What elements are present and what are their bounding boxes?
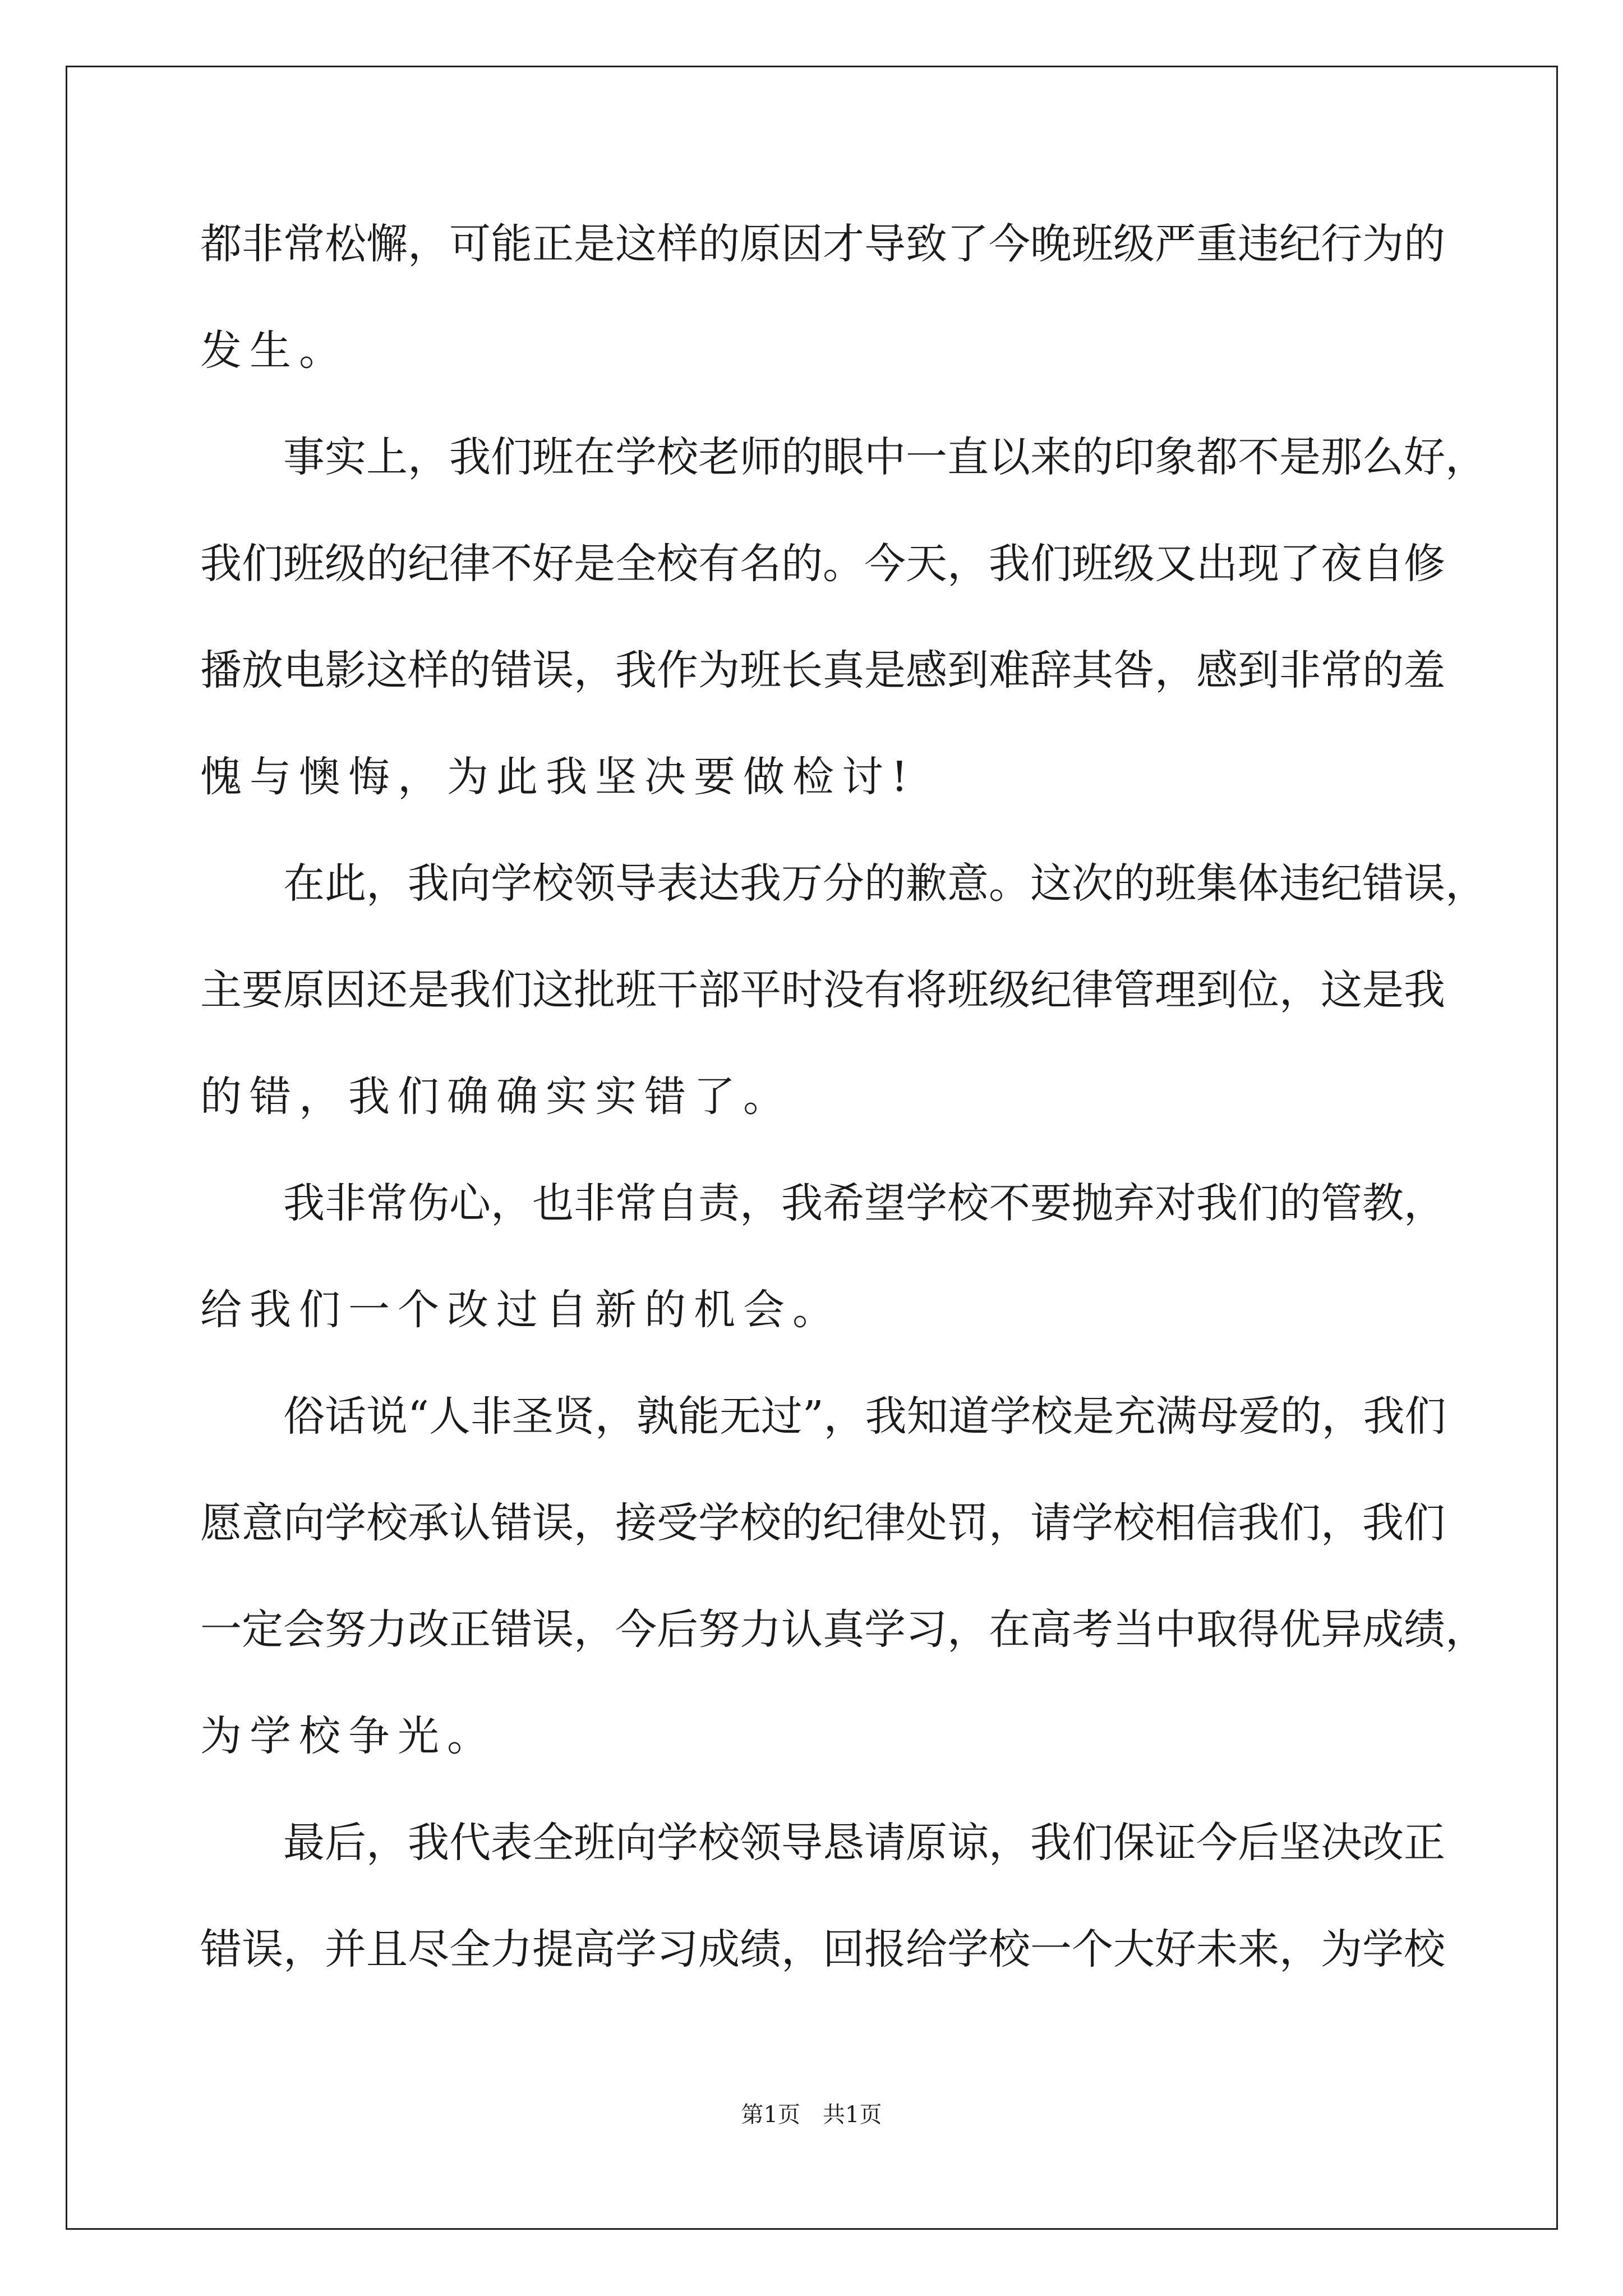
text-line: 一定会努力改正错误，今后努力认真学习，在高考当中取得优异成绩， [200, 1605, 1487, 1654]
text-line: 愿意向学校承认错误，接受学校的纪律处罚，请学校相信我们，我们 [200, 1499, 1445, 1547]
text-line: 给我们一个改过自新的机会。 [200, 1286, 842, 1334]
text-line: 的错，我们确确实实错了。 [200, 1073, 792, 1121]
paragraph-first-line: 我非常伤心，也非常自责，我希望学校不要抛弃对我们的管教， [283, 1179, 1445, 1227]
text-line: 我们班级的纪律不好是全校有名的。今天，我们班级又出现了夜自修 [200, 540, 1445, 588]
page-number-footer: 第1页 共1页 [741, 2102, 882, 2128]
paragraph-first-line: 事实上，我们班在学校老师的眼中一直以来的印象都不是那么好， [283, 433, 1487, 481]
text-line: 错误，并且尽全力提高学习成绩，回报给学校一个大好未来，为学校 [200, 1925, 1445, 1973]
text-line: 播放电影这样的错误，我作为班长真是感到难辞其咎，感到非常的羞 [200, 646, 1445, 694]
text-line: 都非常松懈，可能正是这样的原因才导致了今晚班级严重违纪行为的 [200, 220, 1445, 268]
page-border [66, 66, 1558, 2230]
paragraph-first-line: 在此，我向学校领导表达我万分的歉意。这次的班集体违纪错误， [283, 859, 1487, 908]
paragraph-first-line: 俗话说“人非圣贤，孰能无过”，我知道学校是充满母爱的，我们 [283, 1392, 1446, 1441]
text-line: 主要原因还是我们这批班干部平时没有将班级纪律管理到位，这是我 [200, 966, 1445, 1014]
text-line: 发生。 [200, 326, 348, 375]
paragraph-first-line: 最后，我代表全班向学校领导恳请原谅，我们保证今后坚决改正 [283, 1819, 1445, 1867]
text-line: 愧与懊悔，为此我坚决要做检讨! [200, 753, 916, 801]
text-line: 为学校争光。 [200, 1712, 496, 1760]
